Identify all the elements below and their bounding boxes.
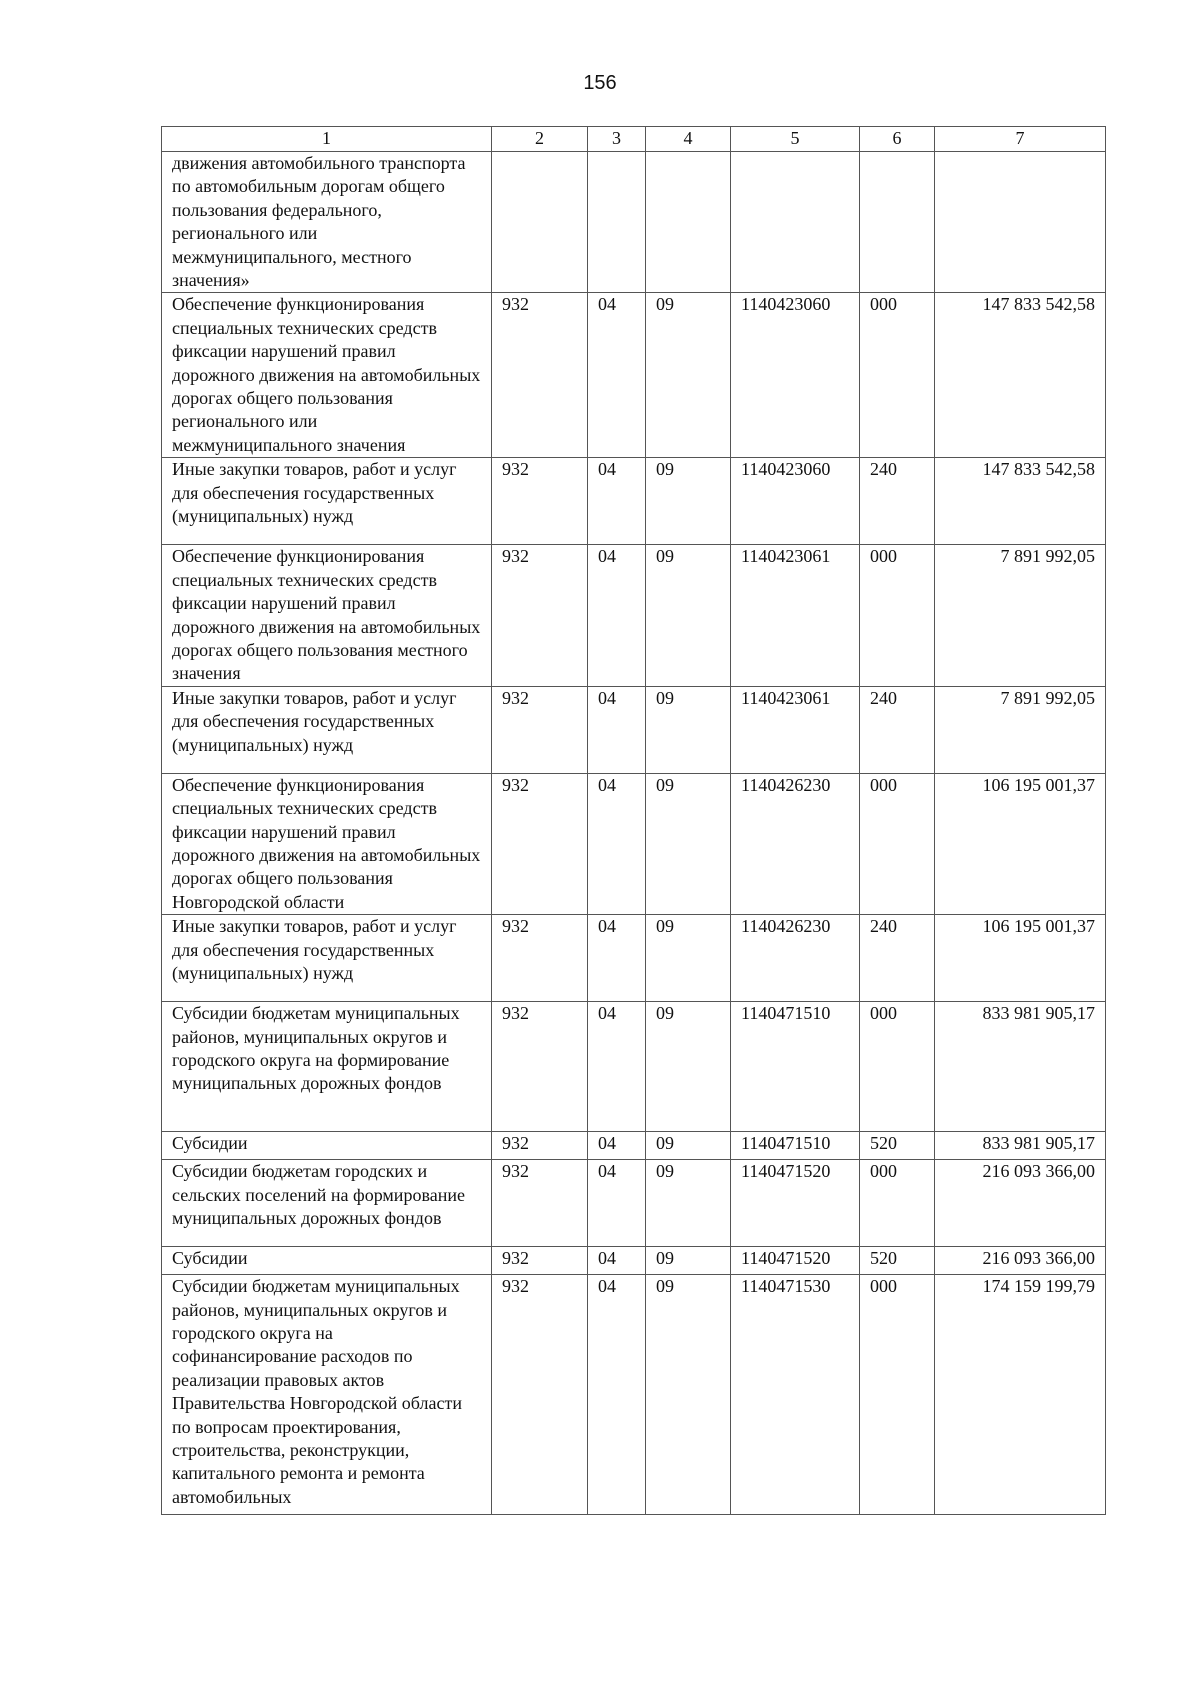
table-row [162, 1132, 1106, 1160]
row-code-section: 04 [588, 1002, 646, 1132]
row-code-target: 1140423061 [731, 545, 860, 686]
row-name: Субсидии бюджетам городских и сельских поселений на формирование муниципальных дорожных фондов [162, 1160, 492, 1247]
row-amount: 7 891 992,05 [935, 686, 1106, 773]
row-code-type: 000 [860, 293, 935, 458]
row-code-type: 000 [860, 773, 935, 914]
row-code-subsection: 09 [646, 1002, 731, 1132]
row-code-admin: 932 [492, 293, 588, 458]
row-code-admin: 932 [492, 1132, 588, 1160]
row-amount: 106 195 001,37 [935, 915, 1106, 1002]
row-code-admin: 932 [492, 1275, 588, 1515]
row-code-admin: 932 [492, 915, 588, 1002]
row-code-admin: 932 [492, 545, 588, 686]
table-header-row [162, 127, 1106, 152]
row-name: Иные закупки товаров, работ и услуг для обеспечения государственных (муниципальных) нужд [162, 915, 492, 1002]
table-row [162, 1160, 1106, 1247]
table-row [162, 458, 1106, 545]
row-code-type: 240 [860, 458, 935, 545]
row-name: Субсидии бюджетам муниципальных районов, муниципальных округов и городского округа на формирование муниципальных дорожных фондов [162, 1002, 492, 1132]
row-code-section: 04 [588, 1160, 646, 1247]
row-amount: 147 833 542,58 [935, 293, 1106, 458]
column-header-3: 3 [588, 127, 646, 152]
row-name: Иные закупки товаров, работ и услуг для обеспечения государственных (муниципальных) нужд [162, 458, 492, 545]
row-code-type [860, 152, 935, 293]
table-row [162, 293, 1106, 458]
row-amount: 7 891 992,05 [935, 545, 1106, 686]
row-code-subsection: 09 [646, 458, 731, 545]
row-code-target: 1140471520 [731, 1160, 860, 1247]
row-amount: 833 981 905,17 [935, 1132, 1106, 1160]
row-code-type: 520 [860, 1247, 935, 1275]
row-name: Иные закупки товаров, работ и услуг для обеспечения государственных (муниципальных) нужд [162, 686, 492, 773]
row-code-type: 000 [860, 1275, 935, 1515]
row-code-admin: 932 [492, 1002, 588, 1132]
row-name: Обеспечение функционирования специальных технических средств фиксации нарушений правил дорожного движения на автомобильных дорогах общего пользования регионального или межмуниципального значения [162, 293, 492, 458]
row-code-section: 04 [588, 686, 646, 773]
row-name: Обеспечение функционирования специальных технических средств фиксации нарушений правил дорожного движения на автомобильных дорогах общего пользования Новгородской области [162, 773, 492, 914]
row-amount: 147 833 542,58 [935, 458, 1106, 545]
row-code-subsection: 09 [646, 915, 731, 1002]
column-header-2: 2 [492, 127, 588, 152]
row-code-type: 000 [860, 545, 935, 686]
row-code-target: 1140423060 [731, 458, 860, 545]
table-row [162, 773, 1106, 914]
row-code-type: 000 [860, 1002, 935, 1132]
row-code-admin: 932 [492, 458, 588, 545]
row-code-target [731, 152, 860, 293]
page-number: 156 [583, 72, 617, 94]
row-name: Субсидии бюджетам муниципальных районов, муниципальных округов и городского округа на софинансирование расходов по реализации правовых актов Правительства Новгородской области по вопросам проектирования, строительства, реконструкции, капитального ремонта и ремонта автомобильных [162, 1275, 492, 1515]
row-code-section: 04 [588, 1275, 646, 1515]
row-amount: 174 159 199,79 [935, 1275, 1106, 1515]
row-code-type: 000 [860, 1160, 935, 1247]
row-code-subsection: 09 [646, 1275, 731, 1515]
column-header-1: 1 [162, 127, 492, 152]
row-code-section: 04 [588, 293, 646, 458]
row-name: Субсидии [162, 1132, 492, 1160]
row-code-admin: 932 [492, 1160, 588, 1247]
row-code-subsection: 09 [646, 545, 731, 686]
row-amount [935, 152, 1106, 293]
row-code-admin: 932 [492, 686, 588, 773]
table-row [162, 545, 1106, 686]
table-row [162, 915, 1106, 1002]
row-code-target: 1140426230 [731, 915, 860, 1002]
row-code-admin [492, 152, 588, 293]
row-code-section: 04 [588, 458, 646, 545]
row-code-target: 1140423061 [731, 686, 860, 773]
row-amount: 216 093 366,00 [935, 1247, 1106, 1275]
table-row [162, 152, 1106, 293]
row-code-subsection: 09 [646, 1247, 731, 1275]
row-code-subsection: 09 [646, 773, 731, 914]
column-header-5: 5 [731, 127, 860, 152]
row-code-target: 1140471510 [731, 1132, 860, 1160]
row-code-type: 240 [860, 915, 935, 1002]
row-code-target: 1140471520 [731, 1247, 860, 1275]
row-amount: 216 093 366,00 [935, 1160, 1106, 1247]
row-amount: 833 981 905,17 [935, 1002, 1106, 1132]
table-row [162, 1002, 1106, 1132]
row-amount: 106 195 001,37 [935, 773, 1106, 914]
row-code-target: 1140471530 [731, 1275, 860, 1515]
table-row [162, 1275, 1106, 1515]
column-header-4: 4 [646, 127, 731, 152]
table-row [162, 686, 1106, 773]
budget-table [161, 126, 1106, 1515]
row-code-subsection: 09 [646, 1132, 731, 1160]
table-body [162, 152, 1106, 1515]
column-header-6: 6 [860, 127, 935, 152]
row-code-admin: 932 [492, 1247, 588, 1275]
row-code-section: 04 [588, 773, 646, 914]
row-code-target: 1140423060 [731, 293, 860, 458]
row-code-target: 1140426230 [731, 773, 860, 914]
row-code-section [588, 152, 646, 293]
table-row [162, 1247, 1106, 1275]
row-name: Субсидии [162, 1247, 492, 1275]
column-header-7: 7 [935, 127, 1106, 152]
row-code-subsection: 09 [646, 686, 731, 773]
row-code-target: 1140471510 [731, 1002, 860, 1132]
row-code-subsection [646, 152, 731, 293]
row-code-type: 520 [860, 1132, 935, 1160]
row-code-section: 04 [588, 1247, 646, 1275]
row-name: движения автомобильного транспорта по автомобильным дорогам общего пользования федерального, регионального или межмуниципального, местного значения» [162, 152, 492, 293]
row-name: Обеспечение функционирования специальных технических средств фиксации нарушений правил дорожного движения на автомобильных дорогах общего пользования местного значения [162, 545, 492, 686]
row-code-section: 04 [588, 915, 646, 1002]
row-code-type: 240 [860, 686, 935, 773]
row-code-admin: 932 [492, 773, 588, 914]
row-code-section: 04 [588, 1132, 646, 1160]
row-code-subsection: 09 [646, 293, 731, 458]
row-code-subsection: 09 [646, 1160, 731, 1247]
row-code-section: 04 [588, 545, 646, 686]
